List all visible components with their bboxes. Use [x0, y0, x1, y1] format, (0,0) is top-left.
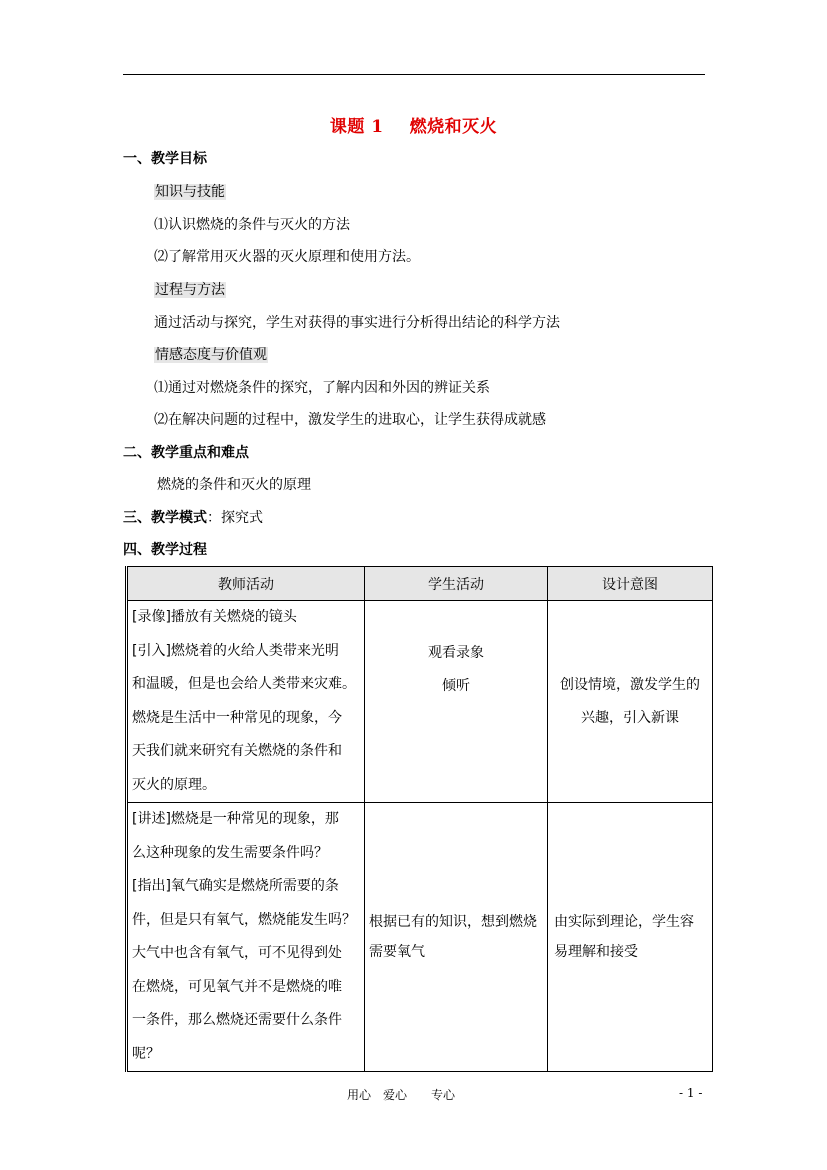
- intent-line: 创设情境，激发学生的: [560, 676, 700, 693]
- teaching-process-table: [125, 566, 713, 1072]
- teacher-line: [录像]播放有关燃烧的镜头: [132, 609, 297, 625]
- page-title: [0, 112, 827, 137]
- title-part2: 燃烧和灭火: [409, 117, 498, 137]
- objective-item-2: ⑵了解常用灭火器的灭火原理和使用方法。: [154, 249, 420, 265]
- student-line: 观看录象: [428, 645, 484, 661]
- header-rule: [123, 74, 705, 75]
- table-row: [127, 803, 713, 1072]
- section-heading-process: 四、教学过程: [123, 542, 207, 558]
- intent-line: 由实际到理论，学生容: [554, 914, 694, 930]
- objective-item-5: ⑵在解决问题的过程中，激发学生的进取心，让学生获得成就感: [154, 412, 546, 428]
- intent-line: 兴趣，引入新课: [581, 709, 679, 726]
- teacher-line: 件，但是只有氧气，燃烧能发生吗？: [132, 911, 356, 928]
- design-intent-cell: [548, 601, 713, 803]
- teacher-line: 燃烧是生活中一种常见的现象，今: [132, 709, 342, 726]
- key-points-text: 燃烧的条件和灭火的原理: [157, 477, 311, 493]
- header-design-intent: 设计意图: [548, 567, 713, 601]
- student-line: 倾听: [442, 678, 470, 694]
- mode-text: ：探究式: [207, 510, 263, 526]
- subheading-values: 情感态度与价值观: [155, 347, 267, 363]
- table-row: [127, 601, 713, 803]
- teacher-line: 呢？: [132, 1045, 160, 1062]
- student-line: 需要氧气: [369, 944, 425, 960]
- teacher-line: 天我们就来研究有关燃烧的条件和: [132, 743, 342, 759]
- student-activity-cell: [365, 803, 548, 1072]
- objective-item-1: ⑴认识燃烧的条件与灭火的方法: [154, 217, 350, 233]
- student-line: 根据已有的知识，想到燃烧: [369, 914, 537, 930]
- section-heading-key-points: 二、教学重点和难点: [123, 445, 249, 461]
- teacher-activity-cell: [127, 803, 365, 1072]
- page-number: - 1 -: [679, 1086, 703, 1100]
- teacher-line: [指出]氧气确实是燃烧所需要的条: [132, 878, 339, 894]
- teacher-line: [引入]燃烧着的火给人类带来光明: [132, 642, 339, 659]
- teacher-line: 一条件，那么燃烧还需要什么条件: [132, 1012, 342, 1028]
- footer-motto: 用心 爱心 专心: [347, 1088, 456, 1102]
- teacher-line: 灭火的原理。: [132, 776, 216, 793]
- teacher-line: 大气中也含有氧气，可不见得到处: [132, 945, 342, 961]
- teacher-activity-cell: [127, 601, 365, 803]
- teacher-line: 和温暖，但是也会给人类带来灾难。: [132, 676, 356, 692]
- subheading-knowledge: 知识与技能: [155, 184, 225, 200]
- table-header-row: [127, 567, 713, 601]
- teacher-line: 么这种现象的发生需要条件吗？: [132, 844, 328, 861]
- section-heading-objectives: 一、教学目标: [123, 151, 207, 167]
- objective-item-3: 通过活动与探究，学生对获得的事实进行分析得出结论的科学方法: [154, 315, 560, 331]
- design-intent-cell: [548, 803, 713, 1072]
- header-student-activity: 学生活动: [365, 567, 548, 601]
- title-part1: 课题 1: [329, 117, 384, 137]
- student-activity-cell: [365, 601, 548, 803]
- intent-line: 易理解和接受: [554, 944, 638, 960]
- objective-item-4: ⑴通过对燃烧条件的探究，了解内因和外因的辨证关系: [154, 380, 490, 396]
- subheading-process: 过程与方法: [155, 282, 225, 298]
- header-teacher-activity: 教师活动: [127, 567, 365, 601]
- section-heading-mode: 三、教学模式: [123, 510, 207, 526]
- teacher-line: [讲述]燃烧是一种常见的现象，那: [132, 811, 339, 827]
- teacher-line: 在燃烧，可见氧气并不是燃烧的唯: [132, 978, 342, 995]
